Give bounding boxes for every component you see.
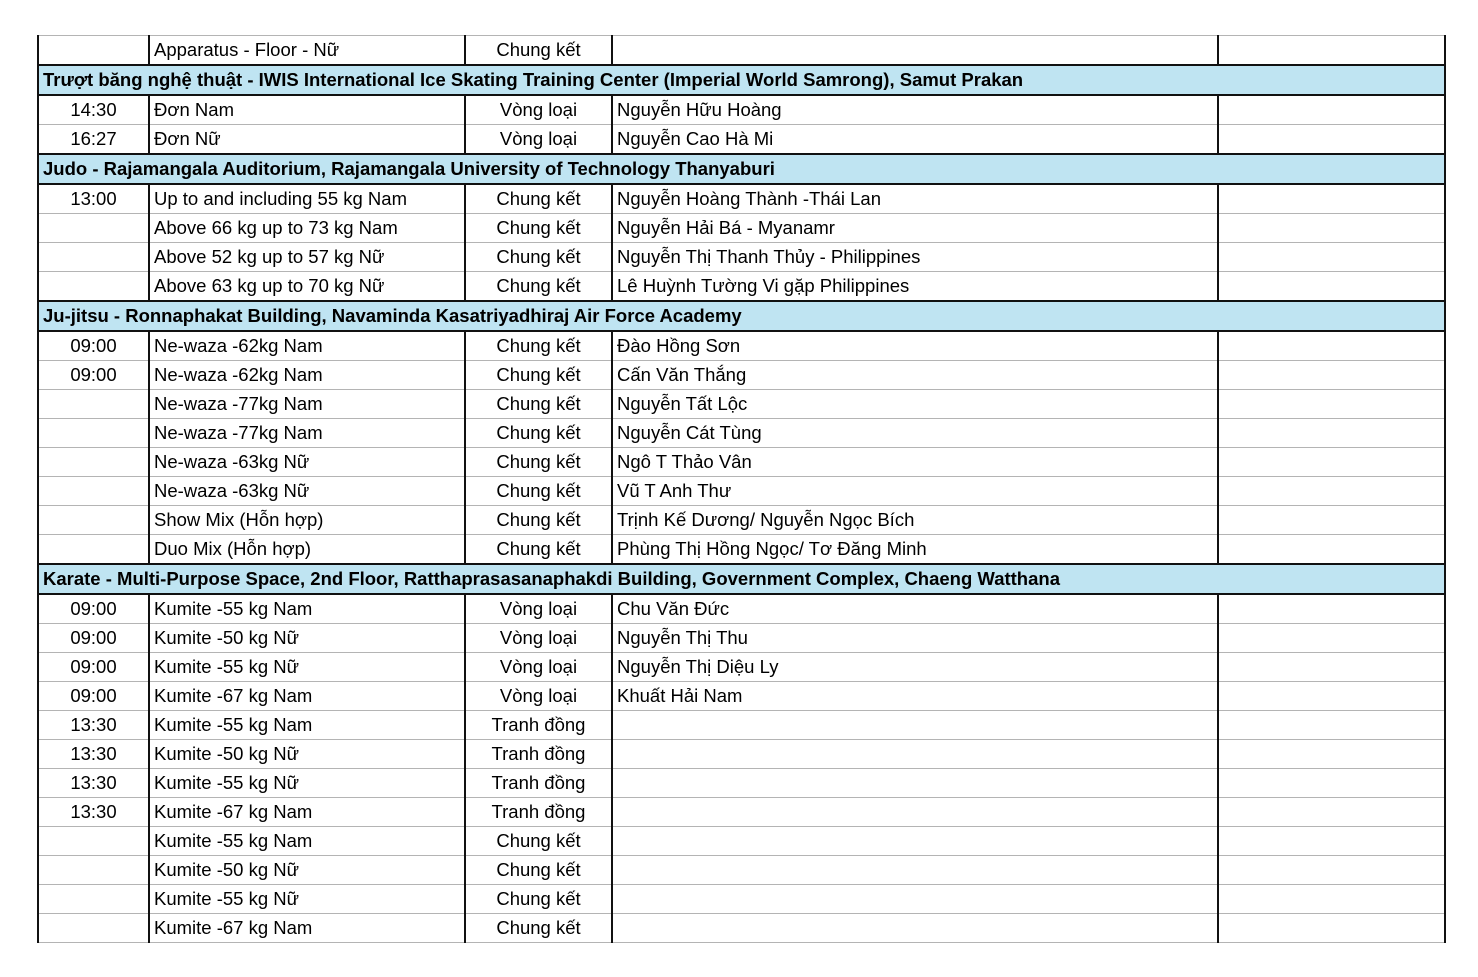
time-cell <box>38 390 149 419</box>
event-cell: Apparatus - Floor - Nữ <box>149 36 465 66</box>
time-cell <box>38 419 149 448</box>
athlete-cell: Trịnh Kế Dương/ Nguyễn Ngọc Bích <box>612 506 1218 535</box>
event-cell: Kumite -55 kg Nữ <box>149 885 465 914</box>
event-cell: Duo Mix (Hỗn hợp) <box>149 535 465 565</box>
athlete-cell: Phùng Thị Hồng Ngọc/ Tơ Đăng Minh <box>612 535 1218 565</box>
table-row <box>38 184 1445 214</box>
note-cell <box>1218 798 1445 827</box>
schedule-table <box>37 35 1446 943</box>
note-cell <box>1218 885 1445 914</box>
table-row <box>38 798 1445 827</box>
time-cell: 13:00 <box>38 184 149 214</box>
note-cell <box>1218 769 1445 798</box>
section-title: Trượt băng nghệ thuật - IWIS International Ice Skating Training Center (Imperial World Samrong), Samut Prakan <box>38 65 1445 95</box>
time-cell: 13:30 <box>38 711 149 740</box>
event-cell: Kumite -55 kg Nam <box>149 827 465 856</box>
note-cell <box>1218 624 1445 653</box>
athlete-cell <box>612 769 1218 798</box>
table-row <box>38 331 1445 361</box>
time-cell <box>38 243 149 272</box>
athlete-cell: Nguyễn Thị Thu <box>612 624 1218 653</box>
note-cell <box>1218 272 1445 302</box>
event-cell: Ne-waza -62kg Nam <box>149 331 465 361</box>
athlete-cell: Lê Huỳnh Tường Vi gặp Philippines <box>612 272 1218 302</box>
athlete-cell: Đào Hồng Sơn <box>612 331 1218 361</box>
athlete-cell <box>612 36 1218 66</box>
round-cell: Chung kết <box>465 272 612 302</box>
round-cell: Chung kết <box>465 506 612 535</box>
round-cell: Chung kết <box>465 885 612 914</box>
athlete-cell: Ngô T Thảo Vân <box>612 448 1218 477</box>
time-cell <box>38 506 149 535</box>
time-cell <box>38 272 149 302</box>
round-cell: Chung kết <box>465 914 612 943</box>
time-cell <box>38 856 149 885</box>
time-cell: 14:30 <box>38 95 149 125</box>
note-cell <box>1218 95 1445 125</box>
note-cell <box>1218 214 1445 243</box>
section-title: Karate - Multi-Purpose Space, 2nd Floor, Ratthaprasasanaphakdi Building, Government Complex, Chaeng Watthana <box>38 564 1445 594</box>
round-cell: Chung kết <box>465 390 612 419</box>
event-cell: Kumite -50 kg Nữ <box>149 740 465 769</box>
table-row <box>38 448 1445 477</box>
athlete-cell: Nguyễn Hoàng Thành -Thái Lan <box>612 184 1218 214</box>
table-row <box>38 272 1445 302</box>
section-header-judo <box>38 154 1445 184</box>
table-row <box>38 885 1445 914</box>
table-row <box>38 506 1445 535</box>
round-cell: Chung kết <box>465 243 612 272</box>
athlete-cell: Vũ T Anh Thư <box>612 477 1218 506</box>
round-cell: Chung kết <box>465 184 612 214</box>
event-cell: Kumite -55 kg Nam <box>149 594 465 624</box>
time-cell <box>38 914 149 943</box>
note-cell <box>1218 448 1445 477</box>
table-row <box>38 390 1445 419</box>
table-row <box>38 682 1445 711</box>
athlete-cell: Chu Văn Đức <box>612 594 1218 624</box>
note-cell <box>1218 682 1445 711</box>
round-cell: Chung kết <box>465 419 612 448</box>
table-row <box>38 769 1445 798</box>
time-cell <box>38 827 149 856</box>
event-cell: Kumite -67 kg Nam <box>149 914 465 943</box>
time-cell <box>38 36 149 66</box>
round-cell: Chung kết <box>465 827 612 856</box>
event-cell: Above 52 kg up to 57 kg Nữ <box>149 243 465 272</box>
athlete-cell <box>612 711 1218 740</box>
table-row <box>38 361 1445 390</box>
athlete-cell: Nguyễn Tất Lộc <box>612 390 1218 419</box>
event-cell: Kumite -67 kg Nam <box>149 682 465 711</box>
time-cell: 13:30 <box>38 769 149 798</box>
round-cell: Chung kết <box>465 535 612 565</box>
event-cell: Kumite -50 kg Nữ <box>149 624 465 653</box>
note-cell <box>1218 390 1445 419</box>
note-cell <box>1218 184 1445 214</box>
note-cell <box>1218 36 1445 66</box>
round-cell: Tranh đồng <box>465 711 612 740</box>
time-cell: 09:00 <box>38 682 149 711</box>
note-cell <box>1218 827 1445 856</box>
event-cell: Kumite -55 kg Nữ <box>149 653 465 682</box>
athlete-cell: Khuất Hải Nam <box>612 682 1218 711</box>
event-cell: Kumite -67 kg Nam <box>149 798 465 827</box>
event-cell: Ne-waza -77kg Nam <box>149 419 465 448</box>
table-row <box>38 535 1445 565</box>
table-row <box>38 125 1445 155</box>
athlete-cell <box>612 856 1218 885</box>
event-cell: Ne-waza -63kg Nữ <box>149 477 465 506</box>
table-row <box>38 243 1445 272</box>
athlete-cell <box>612 914 1218 943</box>
note-cell <box>1218 361 1445 390</box>
table-row <box>38 914 1445 943</box>
round-cell: Vòng loại <box>465 653 612 682</box>
event-cell: Kumite -50 kg Nữ <box>149 856 465 885</box>
section-header-figure-skating <box>38 65 1445 95</box>
table-row <box>38 624 1445 653</box>
section-header-ju-jitsu <box>38 301 1445 331</box>
time-cell <box>38 214 149 243</box>
time-cell: 13:30 <box>38 740 149 769</box>
time-cell <box>38 535 149 565</box>
round-cell: Chung kết <box>465 361 612 390</box>
section-title: Judo - Rajamangala Auditorium, Rajamangala University of Technology Thanyaburi <box>38 154 1445 184</box>
round-cell: Tranh đồng <box>465 769 612 798</box>
athlete-cell: Nguyễn Cao Hà Mi <box>612 125 1218 155</box>
round-cell: Chung kết <box>465 448 612 477</box>
event-cell: Ne-waza -77kg Nam <box>149 390 465 419</box>
round-cell: Chung kết <box>465 214 612 243</box>
round-cell: Tranh đồng <box>465 798 612 827</box>
event-cell: Ne-waza -63kg Nữ <box>149 448 465 477</box>
table-row <box>38 477 1445 506</box>
athlete-cell <box>612 827 1218 856</box>
time-cell: 09:00 <box>38 624 149 653</box>
round-cell: Vòng loại <box>465 682 612 711</box>
table-row <box>38 95 1445 125</box>
note-cell <box>1218 856 1445 885</box>
table-row <box>38 856 1445 885</box>
event-cell: Đơn Nam <box>149 95 465 125</box>
round-cell: Chung kết <box>465 331 612 361</box>
event-cell: Up to and including 55 kg Nam <box>149 184 465 214</box>
table-row <box>38 827 1445 856</box>
time-cell <box>38 885 149 914</box>
note-cell <box>1218 419 1445 448</box>
table-row <box>38 653 1445 682</box>
event-cell: Above 66 kg up to 73 kg Nam <box>149 214 465 243</box>
event-cell: Above 63 kg up to 70 kg Nữ <box>149 272 465 302</box>
note-cell <box>1218 653 1445 682</box>
athlete-cell: Nguyễn Hữu Hoàng <box>612 95 1218 125</box>
athlete-cell <box>612 798 1218 827</box>
time-cell: 13:30 <box>38 798 149 827</box>
note-cell <box>1218 594 1445 624</box>
round-cell: Vòng loại <box>465 594 612 624</box>
table-row <box>38 594 1445 624</box>
round-cell: Vòng loại <box>465 125 612 155</box>
table-row <box>38 214 1445 243</box>
event-cell: Kumite -55 kg Nữ <box>149 769 465 798</box>
table-row <box>38 740 1445 769</box>
athlete-cell: Nguyễn Thị Thanh Thủy - Philippines <box>612 243 1218 272</box>
round-cell: Vòng loại <box>465 95 612 125</box>
time-cell: 09:00 <box>38 331 149 361</box>
athlete-cell: Nguyễn Thị Diệu Ly <box>612 653 1218 682</box>
note-cell <box>1218 740 1445 769</box>
round-cell: Tranh đồng <box>465 740 612 769</box>
note-cell <box>1218 331 1445 361</box>
time-cell: 09:00 <box>38 361 149 390</box>
athlete-cell <box>612 885 1218 914</box>
athlete-cell <box>612 740 1218 769</box>
event-cell: Show Mix (Hỗn hợp) <box>149 506 465 535</box>
event-cell: Kumite -55 kg Nam <box>149 711 465 740</box>
round-cell: Chung kết <box>465 36 612 66</box>
note-cell <box>1218 477 1445 506</box>
athlete-cell: Nguyễn Cát Tùng <box>612 419 1218 448</box>
time-cell: 09:00 <box>38 594 149 624</box>
round-cell: Chung kết <box>465 856 612 885</box>
time-cell: 16:27 <box>38 125 149 155</box>
section-header-karate <box>38 564 1445 594</box>
note-cell <box>1218 506 1445 535</box>
note-cell <box>1218 243 1445 272</box>
schedule-body <box>38 36 1445 943</box>
note-cell <box>1218 914 1445 943</box>
event-cell: Đơn Nữ <box>149 125 465 155</box>
event-cell: Ne-waza -62kg Nam <box>149 361 465 390</box>
table-row <box>38 36 1445 66</box>
note-cell <box>1218 711 1445 740</box>
round-cell: Vòng loại <box>465 624 612 653</box>
note-cell <box>1218 535 1445 565</box>
time-cell <box>38 477 149 506</box>
section-title: Ju-jitsu - Ronnaphakat Building, Navaminda Kasatriyadhiraj Air Force Academy <box>38 301 1445 331</box>
note-cell <box>1218 125 1445 155</box>
table-row <box>38 419 1445 448</box>
athlete-cell: Nguyễn Hải Bá - Myanamr <box>612 214 1218 243</box>
round-cell: Chung kết <box>465 477 612 506</box>
athlete-cell: Cấn Văn Thắng <box>612 361 1218 390</box>
time-cell: 09:00 <box>38 653 149 682</box>
time-cell <box>38 448 149 477</box>
table-row <box>38 711 1445 740</box>
